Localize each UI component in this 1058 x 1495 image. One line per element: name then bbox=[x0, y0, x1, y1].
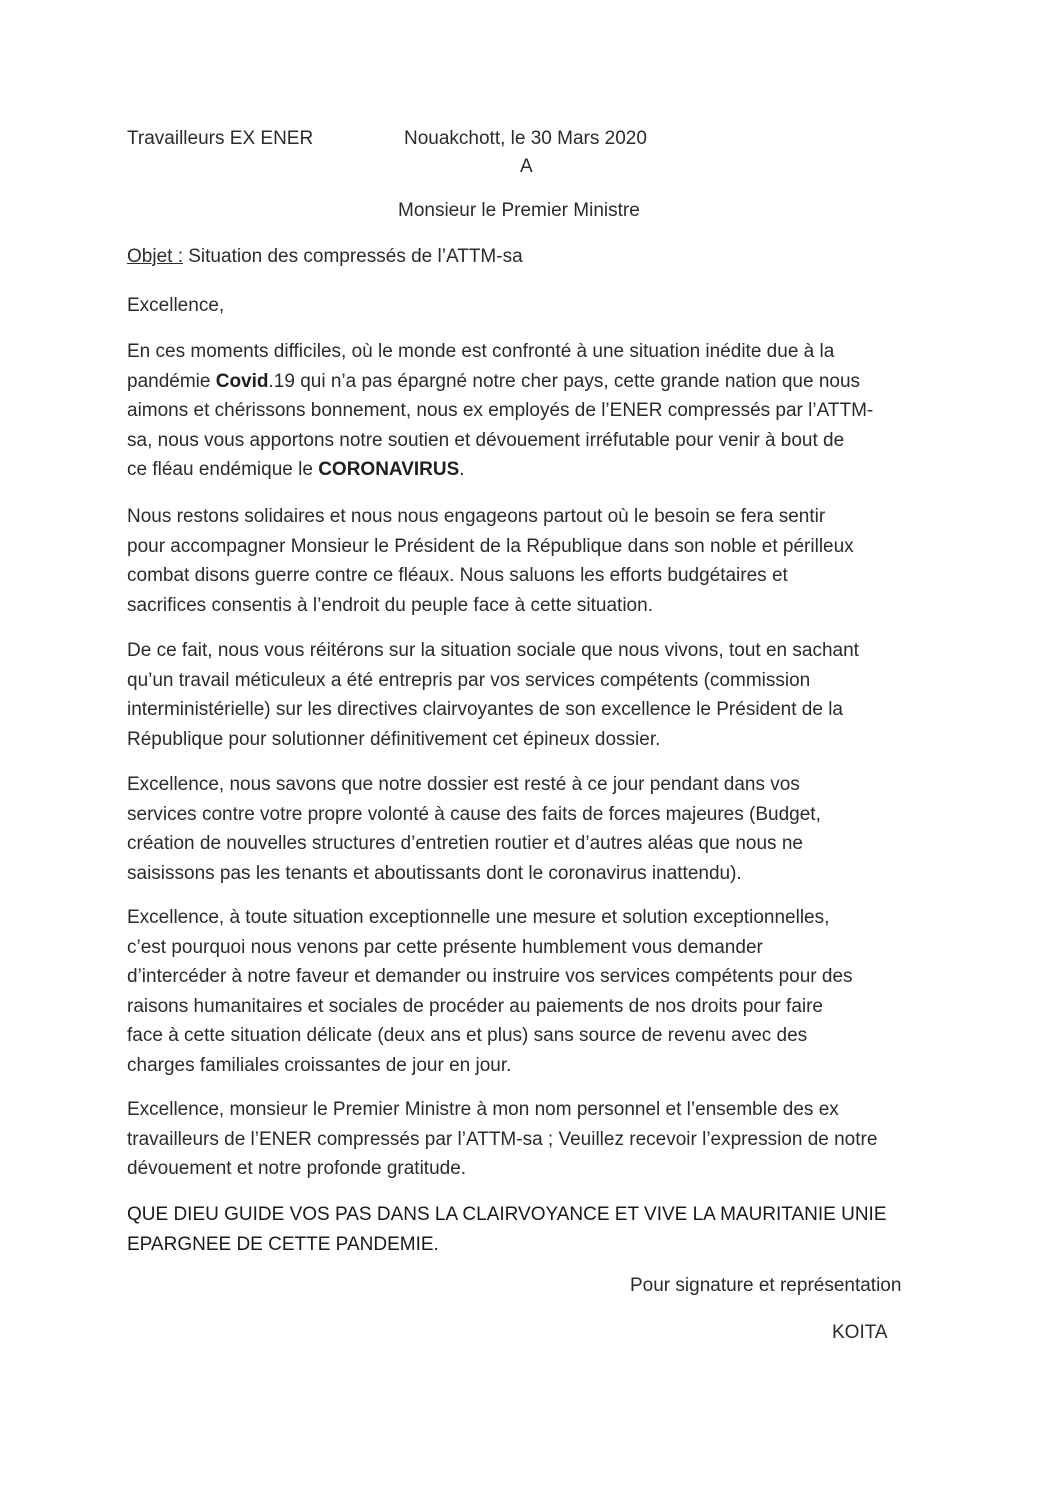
paragraph-line bbox=[127, 455, 917, 485]
paragraph-1 bbox=[127, 337, 917, 485]
paragraph-line: Nous restons solidaires et nous nous engageons partout où le besoin se fera sentir bbox=[127, 506, 826, 527]
paragraph-line: Excellence, nous savons que notre dossier est resté à ce jour pendant dans vos bbox=[127, 774, 800, 795]
paragraph-line: pour accompagner Monsieur le Président de la République dans son noble et périlleux bbox=[127, 535, 854, 557]
paragraph-line: combat disons guerre contre ce fléaux. Nous saluons les efforts budgétaires et bbox=[127, 565, 788, 586]
coronavirus-keyword: CORONAVIRUS bbox=[318, 459, 460, 480]
paragraph-line bbox=[127, 367, 917, 397]
paragraph-line: travailleurs de l’ENER compressés par l’ATTM-sa ; Veuillez recevoir l’expression de notre bbox=[127, 1128, 878, 1150]
closing-line: EPARGNEE DE CETTE PANDEMIE. bbox=[127, 1233, 439, 1255]
paragraph-2 bbox=[127, 502, 917, 620]
paragraph-line: aimons et chérissons bonnement, nous ex employés de l’ENER compressés par l’ATTM- bbox=[127, 400, 874, 421]
subject-text: Situation des compressés de l’ATTM-sa bbox=[182, 246, 523, 267]
paragraph-line: création de nouvelles structures d’entretien routier et d’autres aléas que nous ne bbox=[127, 833, 803, 854]
paragraph-line: Excellence, à toute situation exceptionnelle une mesure et solution exceptionnelles, bbox=[127, 907, 830, 928]
closing-statement bbox=[127, 1200, 927, 1259]
sender-line: Travailleurs EX ENER bbox=[127, 128, 314, 149]
paragraph-4 bbox=[127, 770, 917, 888]
signature-label: Pour signature et représentation bbox=[630, 1275, 902, 1296]
paragraph-line: c’est pourquoi nous venons par cette présente humblement vous demander bbox=[127, 936, 763, 958]
addressee-prefix: A bbox=[520, 156, 533, 177]
subject-label: Objet : bbox=[127, 246, 183, 267]
paragraph-line: interministérielle) sur les directives clairvoyantes de son excellence le Président de la bbox=[127, 699, 843, 720]
paragraph-line: République pour solutionner définitivement cet épineux dossier. bbox=[127, 728, 661, 750]
paragraph-3 bbox=[127, 636, 917, 754]
covid-keyword: Covid bbox=[215, 370, 269, 392]
signature-name: KOITA bbox=[832, 1322, 888, 1343]
paragraph-line: charges familiales croissantes de jour en jour. bbox=[127, 1054, 512, 1076]
paragraph-line: Excellence, monsieur le Premier Ministre à mon nom personnel et l’ensemble des ex bbox=[127, 1099, 839, 1120]
paragraph-line: saisissons pas les tenants et aboutissants dont le coronavirus inattendu). bbox=[127, 862, 742, 884]
paragraph-line: d’intercéder à notre faveur et demander ou instruire vos services compétents pour des bbox=[127, 966, 853, 987]
paragraph-line: sa, nous vous apportons notre soutien et dévouement irréfutable pour venir à bout de bbox=[127, 429, 845, 451]
paragraph-6 bbox=[127, 1095, 917, 1184]
paragraph-line: En ces moments difficiles, où le monde est confronté à une situation inédite due à la bbox=[127, 341, 835, 362]
text-run: .19 qui n’a pas épargné notre cher pays, cette grande nation que nous bbox=[268, 370, 861, 392]
subject-line bbox=[127, 246, 523, 268]
greeting: Excellence, bbox=[127, 295, 225, 316]
place-date-line: Nouakchott, le 30 Mars 2020 bbox=[404, 128, 647, 149]
paragraph-line: qu’un travail méticuleux a été entrepris par vos services compétents (commission bbox=[127, 669, 811, 691]
paragraph-line: sacrifices consentis à l’endroit du peuple face à cette situation. bbox=[127, 594, 653, 616]
paragraph-line: De ce fait, nous vous réitérons sur la situation sociale que nous vivons, tout en sachant bbox=[127, 640, 859, 661]
text-run: ce fléau endémique le bbox=[127, 459, 319, 480]
text-run: pandémie bbox=[127, 370, 216, 392]
paragraph-line: raisons humanitaires et sociales de procéder au paiements de nos droits pour faire bbox=[127, 995, 823, 1017]
paragraph-line: services contre votre propre volonté à cause des faits de forces majeures (Budget, bbox=[127, 803, 821, 825]
recipient-line: Monsieur le Premier Ministre bbox=[398, 200, 640, 221]
paragraph-line: dévouement et notre profonde gratitude. bbox=[127, 1158, 467, 1179]
text-run: . bbox=[459, 459, 465, 480]
paragraph-line: face à cette situation délicate (deux ans et plus) sans source de revenu avec des bbox=[127, 1025, 808, 1046]
paragraph-5 bbox=[127, 903, 917, 1080]
closing-line: QUE DIEU GUIDE VOS PAS DANS LA CLAIRVOYANCE ET VIVE LA MAURITANIE UNIE bbox=[127, 1204, 887, 1225]
